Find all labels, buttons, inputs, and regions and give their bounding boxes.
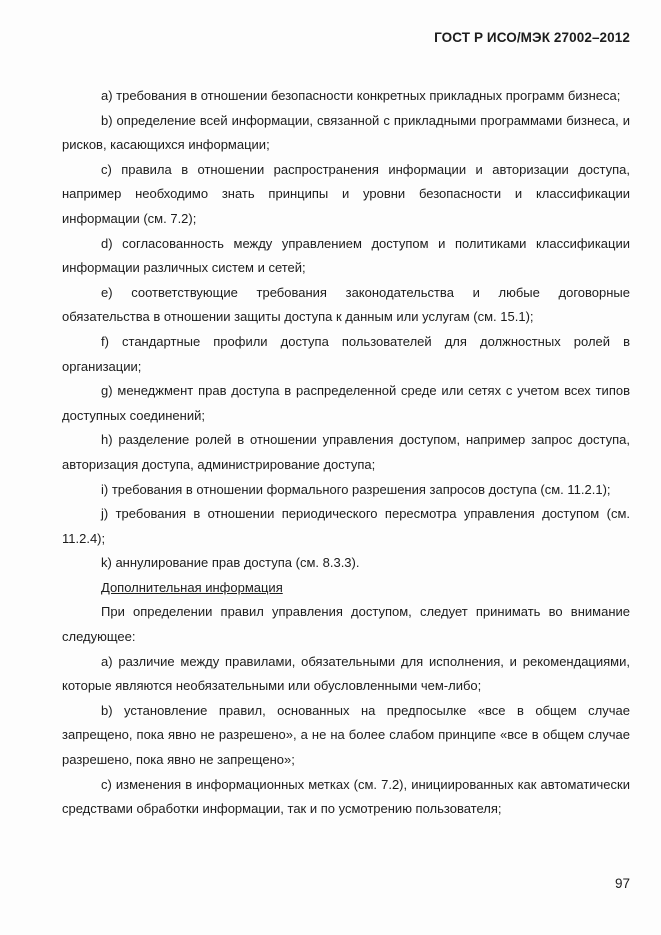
list-item-a: a) требования в отношении безопасности конкретных прикладных программ бизнеса;: [101, 88, 621, 103]
list-item-d: d) согласованность между управлением доступом и политиками классификации информации различных систем и сетей;: [62, 235, 630, 276]
standard-header: ГОСТ Р ИСО/МЭК 27002–2012: [434, 30, 630, 45]
list-item-a-2: a) различие между правилами, обязательными для исполнения, и рекомендациями, которые являются необязательными или обусловленными чем-либо;: [62, 653, 630, 694]
additional-info-heading: Дополнительная информация: [101, 579, 283, 595]
list-item-g: g) менеджмент прав доступа в распределенной среде или сетях с учетом всех типов доступных соединений;: [62, 383, 630, 423]
list-item-f: f) стандартные профили доступа пользователей для должностных ролей в организации;: [62, 333, 630, 374]
list-item-k: k) аннулирование прав доступа (см. 8.3.3).: [101, 555, 360, 571]
list-item-i: i) требования в отношении формального разрешения запросов доступа (см. 11.2.1);: [101, 481, 611, 497]
additional-info-intro: При определении правил управления доступом, следует принимать во внимание следующее:: [62, 604, 630, 645]
list-item-c: c) правила в отношении распространения информации и авторизации доступа, например необходимо знать принципы и уровни безопасности и классификации информации (см. 7.2);: [62, 161, 630, 226]
page-number: 97: [614, 876, 630, 891]
page-body: [62, 84, 630, 822]
list-item-c-2: c) изменения в информационных метках (см. 7.2), инициированных как автоматически средствами обработки информации, так и по усмотрению пользователя;: [62, 776, 630, 817]
list-item-b-2: b) установление правил, основанных на предпосылке «все в общем случае запрещено, пока явно не разрешено», а не на более слабом принципе «все в общем случае разрешено, пока явно не запрещено»;: [62, 702, 630, 768]
list-item-b: b) определение всей информации, связанной с прикладными программами бизнеса, и рисков, касающихся информации;: [62, 112, 630, 153]
list-item-e: e) соответствующие требования законодательства и любые договорные обязательства в отношении защиты доступа к данным или услугам (см. 15.1);: [62, 284, 630, 325]
list-item-j: j) требования в отношении периодического пересмотра управления доступом (см. 11.2.4);: [62, 506, 630, 546]
list-item-h: h) разделение ролей в отношении управления доступом, например запрос доступа, авторизация доступа, администрирование доступа;: [62, 432, 630, 472]
